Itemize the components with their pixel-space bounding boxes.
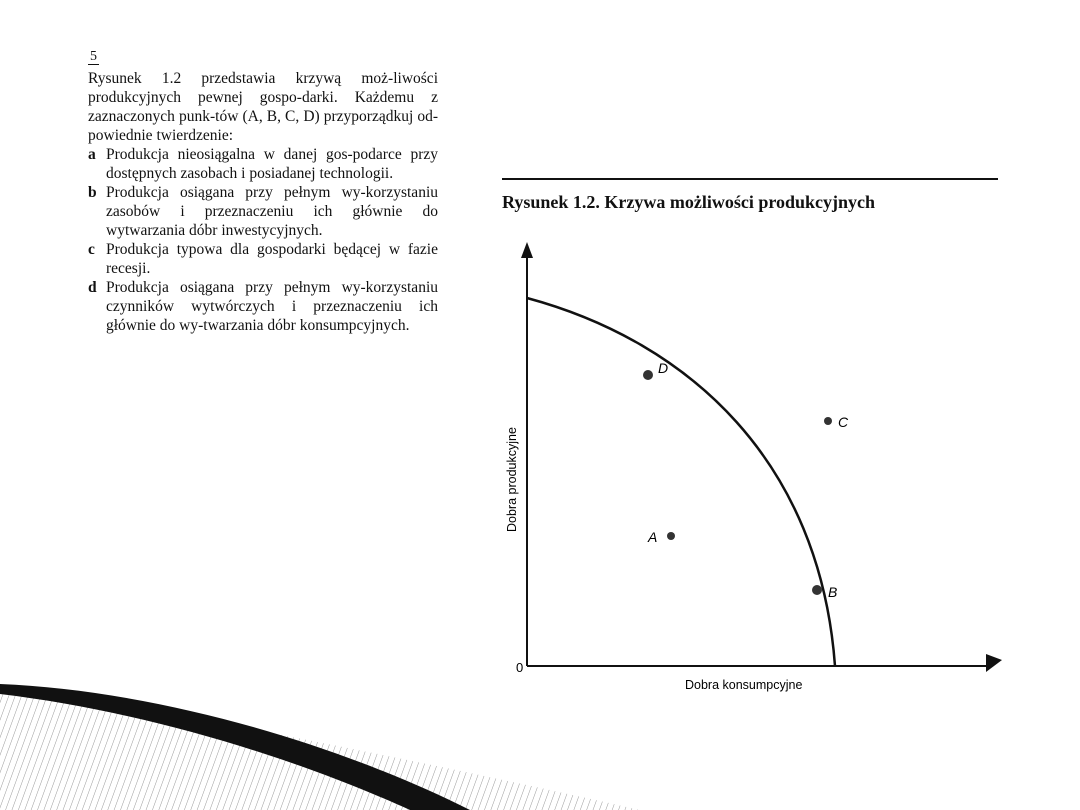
point-d-label: D xyxy=(658,360,669,376)
statement-text: Produkcja osiągana przy pełnym wy-korzystaniu zasobów i przeznaczeniu ich głównie do wytwarzania dóbr inwestycyjnych. xyxy=(106,184,438,239)
point-a-label: A xyxy=(648,529,658,545)
statement-letter: a xyxy=(88,146,96,163)
figure-title: Rysunek 1.2. Krzywa możliwości produkcyjnych xyxy=(502,192,876,212)
statement-text: Produkcja nieosiągalna w danej gos-podarce przy dostępnych zasobach i posiadanej technologii. xyxy=(106,146,438,182)
statement-letter: b xyxy=(88,184,97,201)
statement-letter: c xyxy=(88,241,95,258)
exercise-number: 5 xyxy=(90,49,97,64)
statement-letter: d xyxy=(88,279,97,296)
point-b-label: B xyxy=(828,584,838,600)
statement-text: Produkcja typowa dla gospodarki będącej w fazie recesji. xyxy=(106,241,438,277)
y-axis-label: Dobra produkcyjne xyxy=(505,427,519,532)
origin-label: 0 xyxy=(516,660,524,675)
statement-text: Produkcja osiągana przy pełnym wy-korzystaniu czynników wytwórczych i przeznaczeniu ich głównie do wy-twarzania dóbr konsumpcyjnych. xyxy=(106,279,438,334)
x-axis-label: Dobra konsumpcyjne xyxy=(685,678,803,692)
exercise-intro: Rysunek 1.2 przedstawia krzywą moż-liwości produkcyjnych pewnej gospo-darki. Każdemu z zaznaczonych punk-tów (A, B, C, D) przyporządkuj od-powiednie twierdzenie: xyxy=(88,70,438,144)
point-c-label: C xyxy=(838,414,849,430)
